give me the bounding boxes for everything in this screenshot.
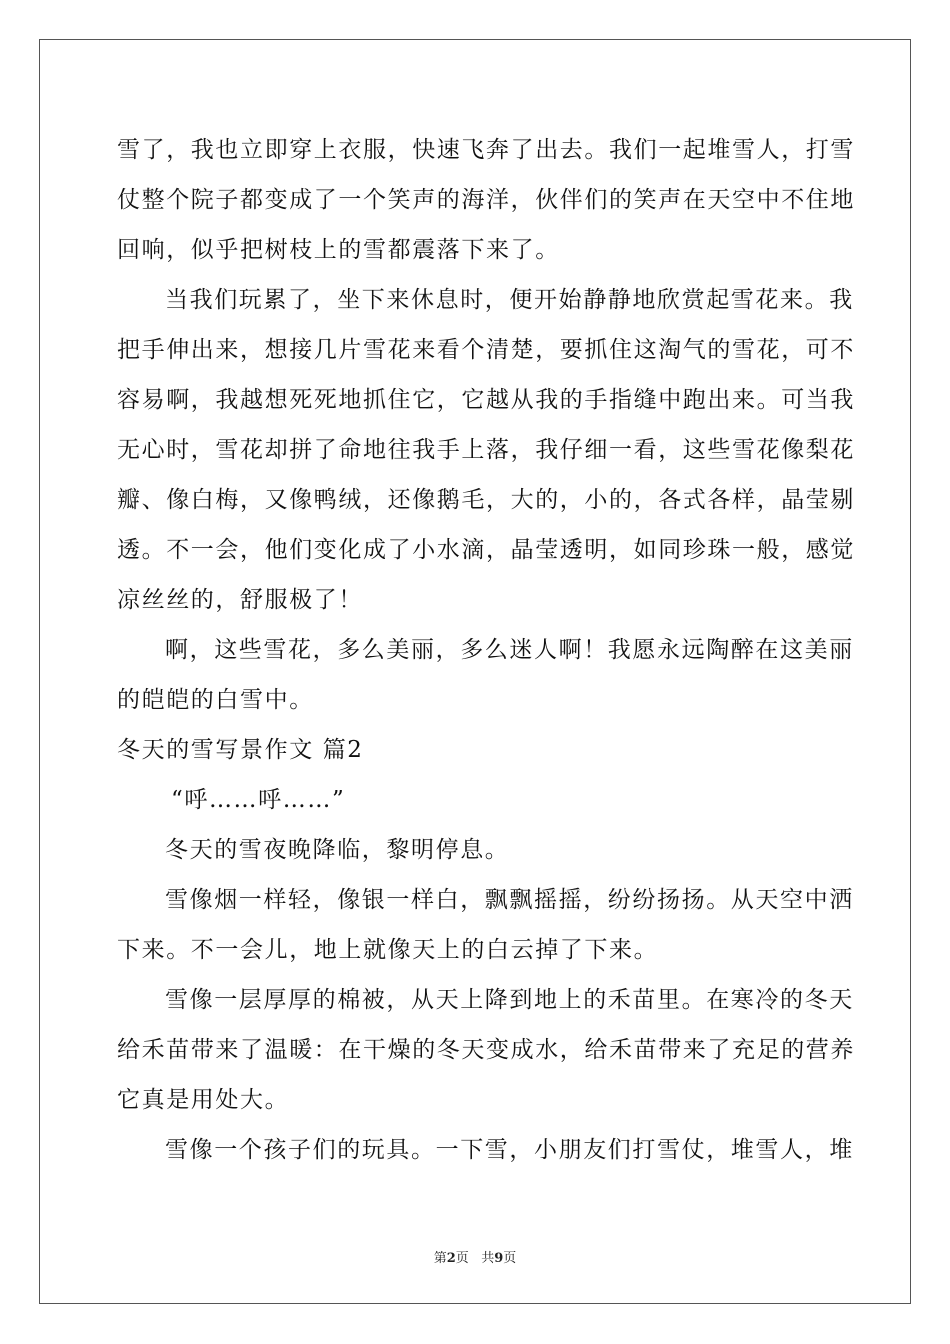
footer-prefix: 第 xyxy=(433,1251,447,1266)
quote-line: “呼……呼……” xyxy=(171,787,346,813)
text-line: 无心时，雪花却拼了命地往我手上落，我仔细一看，这些雪花像梨花 xyxy=(117,437,855,463)
document-body xyxy=(117,125,855,1175)
text-line: 冬天的雪夜晚降临，黎明停息。 xyxy=(165,837,510,863)
paragraph xyxy=(117,875,854,975)
paragraph xyxy=(117,1125,854,1175)
page-footer xyxy=(0,1247,950,1266)
text-line: 给禾苗带来了温暖：在干燥的冬天变成水，给禾苗带来了充足的营养 xyxy=(117,1037,855,1063)
text-line: 它真是用处大。 xyxy=(117,1087,290,1113)
total-page-count: 9 xyxy=(494,1251,504,1266)
current-page-number: 2 xyxy=(446,1251,456,1266)
section-heading: 冬天的雪写景作文 篇2 xyxy=(117,737,364,763)
text-line: 把手伸出来，想接几片雪花来看个清楚，要抓住这淘气的雪花，可不 xyxy=(117,337,855,363)
text-line: 雪像一个孩子们的玩具。一下雪，小朋友们打雪仗，堆雪人，堆 xyxy=(165,1137,854,1163)
text-line: 下来。不一会儿，地上就像天上的白云掉了下来。 xyxy=(117,937,659,963)
paragraph xyxy=(117,825,837,875)
text-line: 回响，似乎把树枝上的雪都震落下来了。 xyxy=(117,237,560,263)
paragraph xyxy=(117,975,855,1125)
paragraph xyxy=(117,625,854,725)
text-line: 的皑皑的白雪中。 xyxy=(117,687,314,713)
text-line: 雪像一层厚厚的棉被，从天上降到地上的禾苗里。在寒冷的冬天 xyxy=(165,987,854,1013)
paragraph xyxy=(117,125,855,275)
paragraph xyxy=(117,275,855,625)
text-line: 啊，这些雪花，多么美丽，多么迷人啊！我愿永远陶醉在这美丽 xyxy=(165,637,854,663)
footer-mid: 页 共 xyxy=(455,1251,495,1266)
text-line: 当我们玩累了，坐下来休息时，便开始静静地欣赏起雪花来。我 xyxy=(165,287,854,313)
text-line: 瓣、像白梅，又像鸭绒，还像鹅毛，大的，小的，各式各样，晶莹剔 xyxy=(117,487,855,513)
text-line: 雪了，我也立即穿上衣服，快速飞奔了出去。我们一起堆雪人，打雪 xyxy=(117,137,855,163)
footer-suffix: 页 xyxy=(503,1251,517,1266)
text-line: 仗整个院子都变成了一个笑声的海洋，伙伴们的笑声在天空中不住地 xyxy=(117,187,855,213)
text-line: 透。不一会，他们变化成了小水滴，晶莹透明，如同珍珠一般，感觉 xyxy=(117,537,855,563)
text-line: 容易啊，我越想死死地抓住它，它越从我的手指缝中跑出来。可当我 xyxy=(117,387,855,413)
text-line: 凉丝丝的，舒服极了！ xyxy=(117,587,363,613)
text-line: 雪像烟一样轻，像银一样白，飘飘摇摇，纷纷扬扬。从天空中洒 xyxy=(165,887,854,913)
